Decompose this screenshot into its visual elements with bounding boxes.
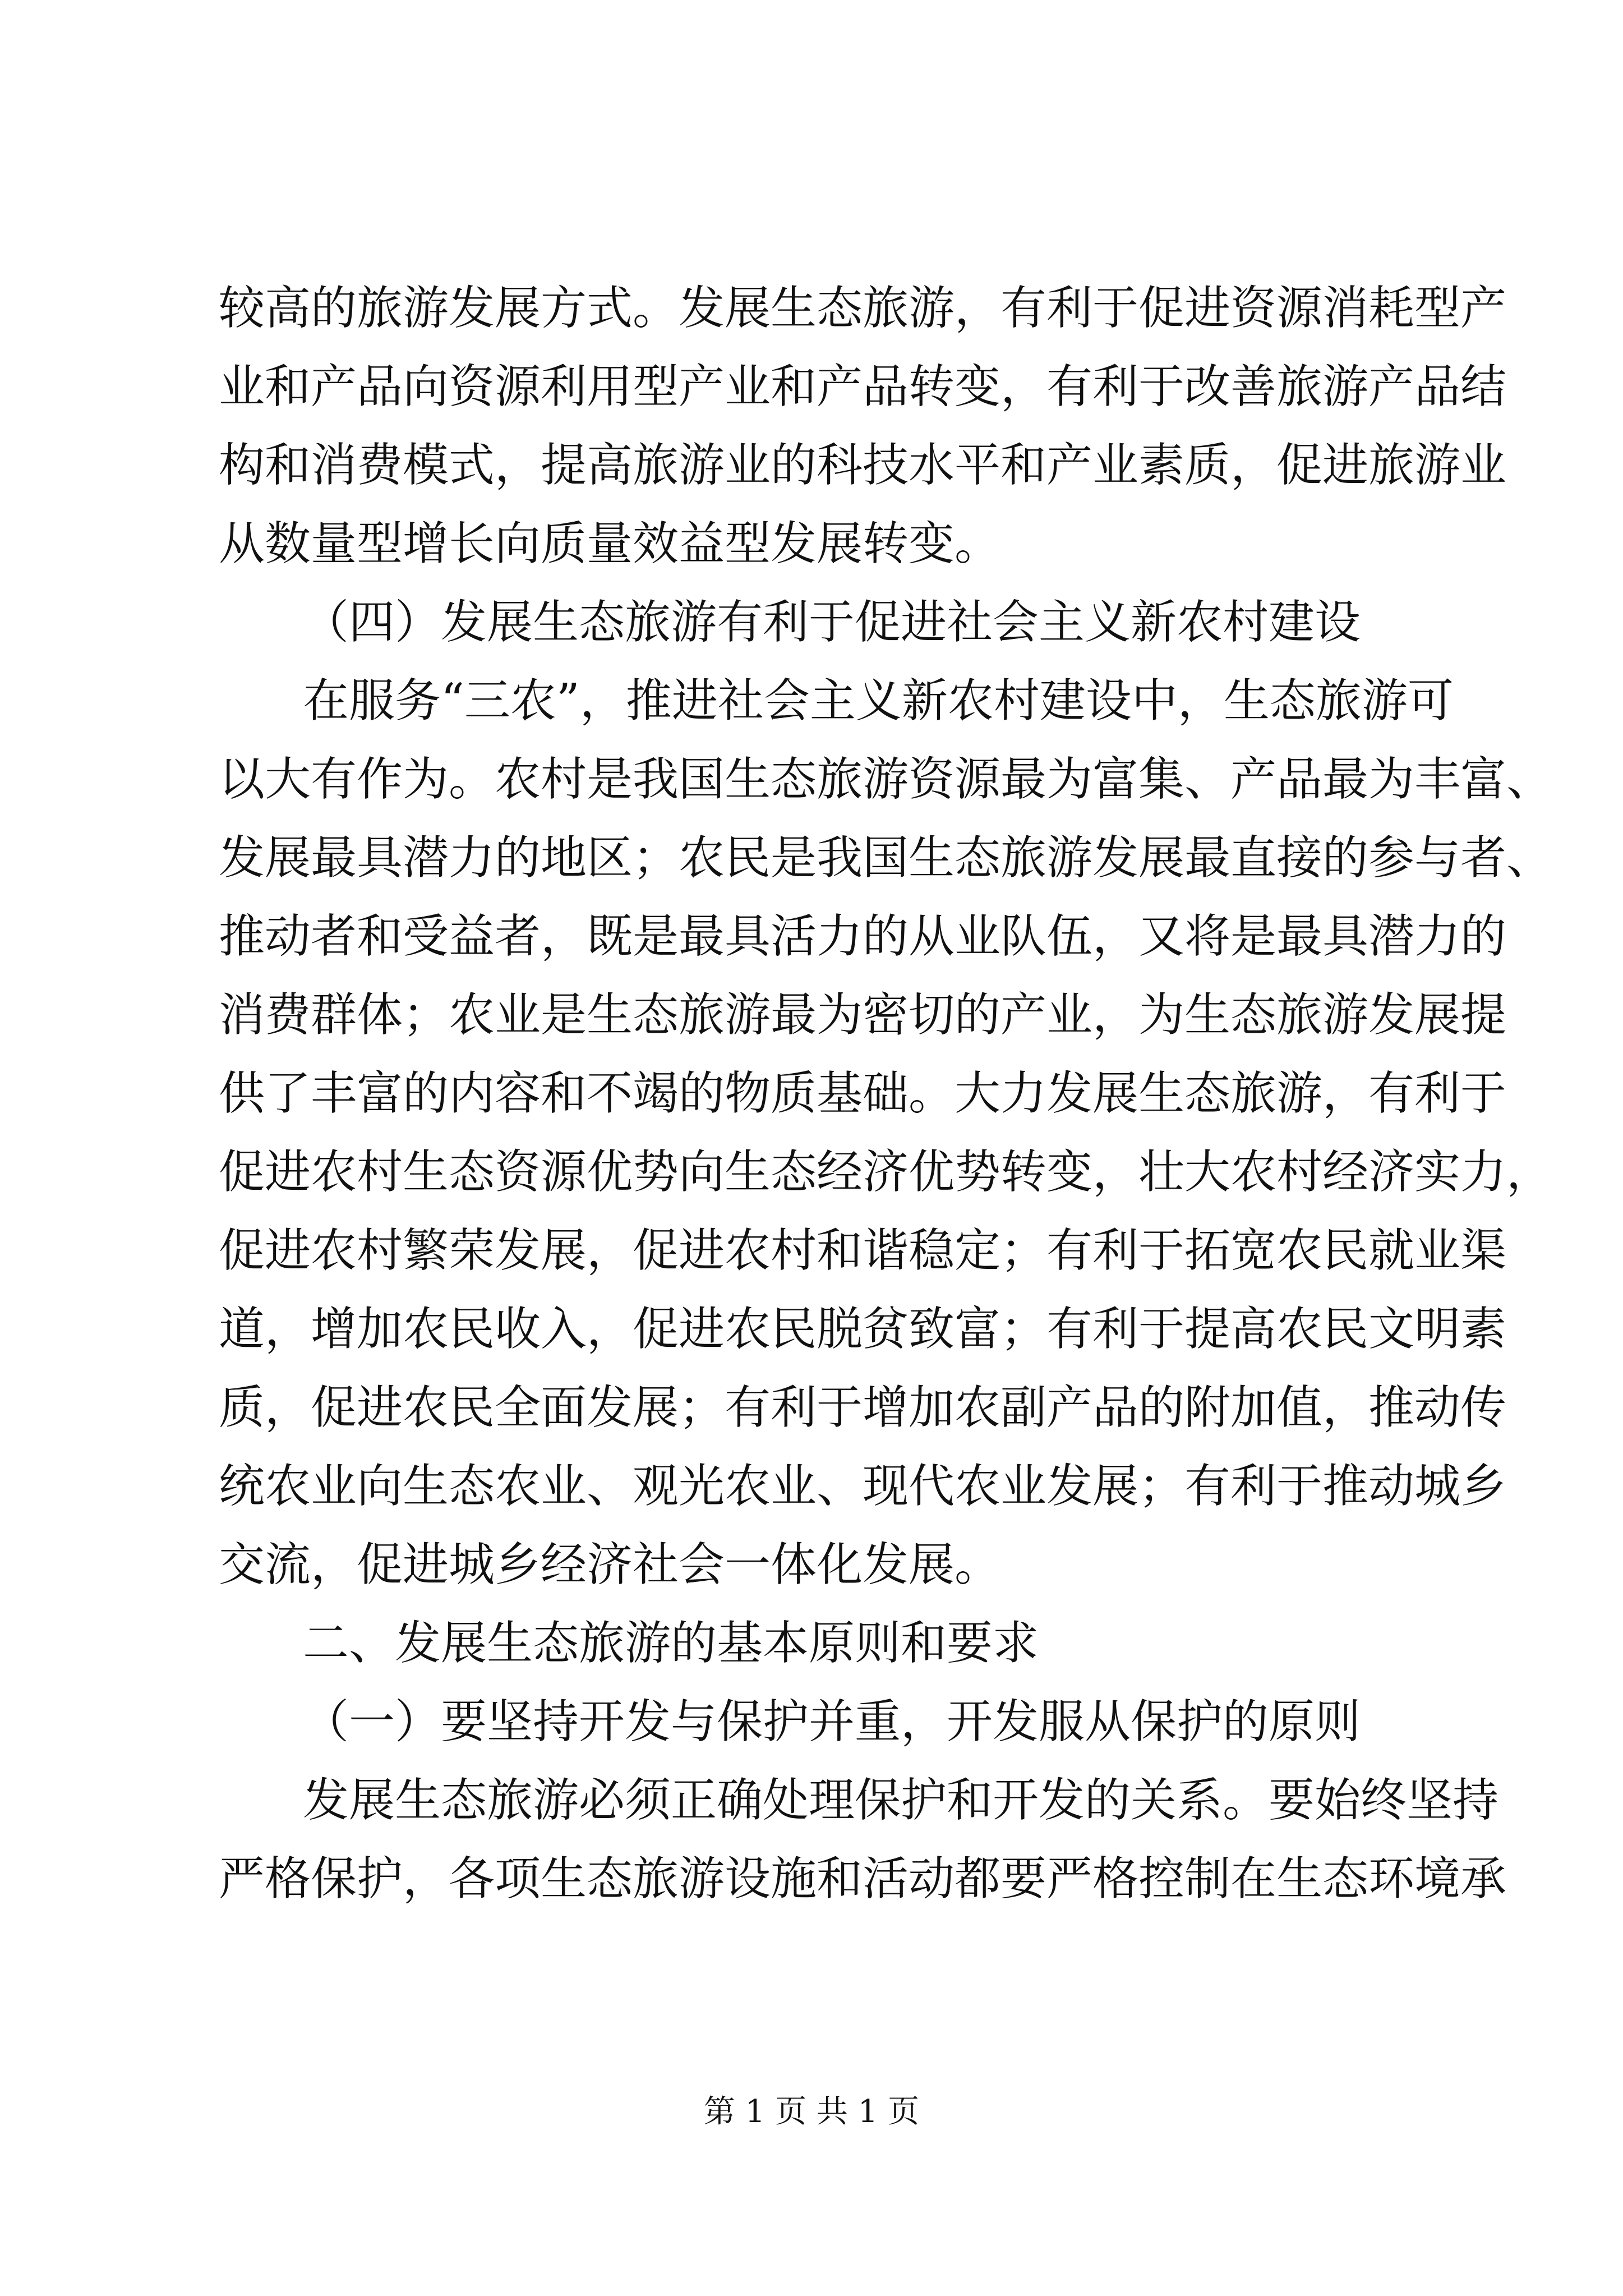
text-line: 促进农村生态资源优势向生态经济优势转变，壮大农村经济实力， [219,1145,1553,1199]
text-line: 严格保护，各项生态旅游设施和活动都要严格控制在生态环境承 [219,1852,1507,1906]
text-line: 质，促进农民全面发展；有利于增加农副产品的附加值，推动传 [219,1381,1507,1434]
text-line: 消费群体；农业是生态旅游最为密切的产业，为生态旅游发展提 [219,988,1507,1042]
text-line: 促进农村繁荣发展，促进农村和谐稳定；有利于拓宽农民就业渠 [219,1224,1507,1277]
section-heading: （四）发展生态旅游有利于促进社会主义新农村建设 [303,596,1361,649]
text-line: 构和消费模式，提高旅游业的科技水平和产业素质，促进旅游业 [219,439,1507,492]
text-line: 从数量型增长向质量效益型发展转变。 [219,517,1001,570]
text-line: 推动者和受益者，既是最具活力的从业队伍，又将是最具潜力的 [219,910,1507,963]
text-line: 业和产品向资源利用型产业和产品转变，有利于改善旅游产品结 [219,360,1507,413]
section-heading: 二、发展生态旅游的基本原则和要求 [303,1617,1039,1670]
text-line: 以大有作为。农村是我国生态旅游资源最为富集、产品最为丰富、 [219,753,1553,806]
text-line: 供了丰富的内容和不竭的物质基础。大力发展生态旅游，有利于 [219,1067,1507,1120]
text-line: 发展生态旅游必须正确处理保护和开发的关系。要始终坚持 [303,1774,1499,1827]
page-number-footer: 第 1 页 共 1 页 [703,2093,920,2130]
text-line: 在服务“三农”，推进社会主义新农村建设中，生态旅游可 [303,674,1454,728]
text-line: 统农业向生态农业、观光农业、现代农业发展；有利于推动城乡 [219,1460,1507,1513]
text-line: 交流，促进城乡经济社会一体化发展。 [219,1538,1001,1591]
text-line: 较高的旅游发展方式。发展生态旅游，有利于促进资源消耗型产 [219,282,1507,335]
section-heading: （一）要坚持开发与保护并重，开发服从保护的原则 [303,1695,1361,1749]
text-line: 道，增加农民收入，促进农民脱贫致富；有利于提高农民文明素 [219,1303,1507,1356]
text-line: 发展最具潜力的地区；农民是我国生态旅游发展最直接的参与者、 [219,831,1553,885]
